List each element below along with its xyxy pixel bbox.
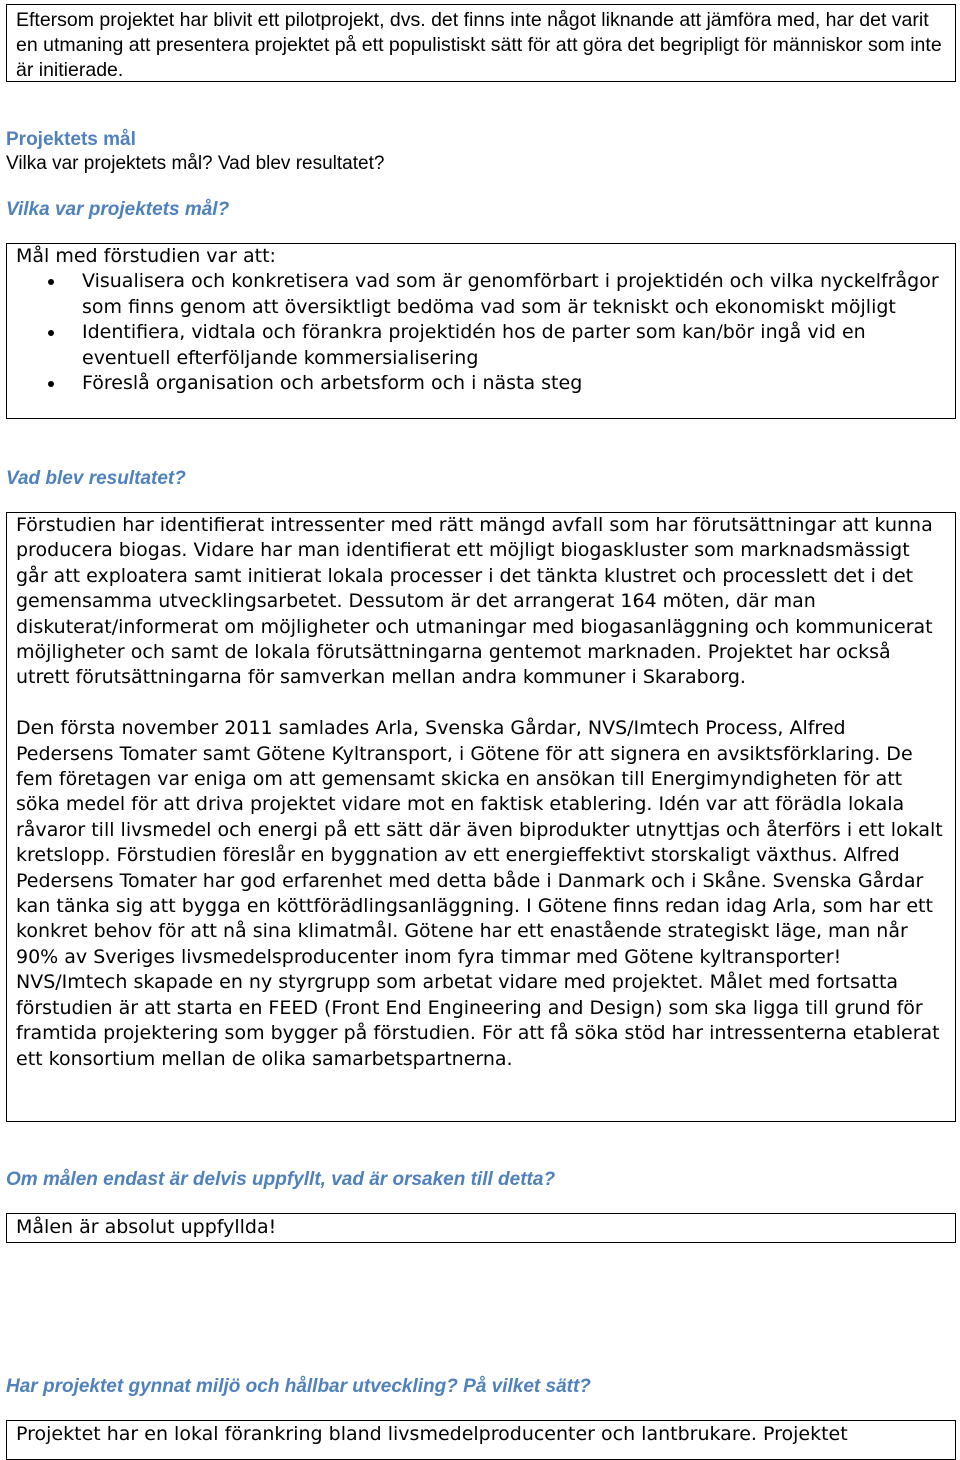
goal-item: Visualisera och konkretisera vad som är genomförbart i projektidén och vilka nyckelfrågor som finns genom att översiktligt bedöma vad som är tekniskt och ekonomiskt möjligt bbox=[16, 269, 946, 320]
goal-item: Identifiera, vidtala och förankra projektidén hos de parter som kan/bör ingå vid en eventuell efterföljande kommersialisering bbox=[16, 320, 946, 371]
result-question: Vad blev resultatet? bbox=[6, 468, 186, 489]
result-paragraph-1: Förstudien har identifierat intressenter med rätt mängd avfall som har förutsättningar att kunna producera biogas. Vidare har man identifierat ett möjligt biogaskluster som marknadsmässigt går att exploatera samt initierat lokala processer i det tänkta klustret och processlett det i det gemensamma utvecklingsarbetet. Dessutom är det arrangerat 164 möten, där man diskuterat/informerat om möjligheter och utmaningar med biogasanläggning och kommunicerat möjligheter och samt de lokala förutsättningarna gentemot marknaden. Projektet har också utrett förutsättningarna för samverkan mellan andra kommuner i Skaraborg. bbox=[16, 514, 933, 689]
goals-question: Vilka var projektets mål? bbox=[6, 199, 230, 220]
result-box bbox=[6, 512, 956, 1122]
environment-question: Har projektet gynnat miljö och hållbar utveckling? På vilket sätt? bbox=[6, 1376, 591, 1397]
goals-heading: Projektets mål bbox=[6, 129, 136, 150]
goals-subtitle: Vilka var projektets mål? Vad blev resultatet? bbox=[6, 153, 385, 174]
paragraph-spacer bbox=[16, 691, 946, 716]
partial-answer: Målen är absolut uppfyllda! bbox=[16, 1216, 277, 1238]
goals-list bbox=[16, 269, 946, 396]
goal-item: Föreslå organisation och arbetsform och i nästa steg bbox=[16, 371, 946, 396]
environment-answer: Projektet har en lokal förankring bland livsmedelproducenter och lantbrukare. Projektet bbox=[16, 1423, 848, 1445]
goals-box bbox=[6, 243, 956, 419]
result-paragraph-2: Den första november 2011 samlades Arla, Svenska Gårdar, NVS/Imtech Process, Alfred Pedersens Tomater samt Götene Kyltransport, i Götene för att signera en avsiktsförklaring. De fem företagen var eniga om att gemensamt skicka en ansökan till Energimyndigheten för att söka medel för att driva projektet vidare mot en faktisk etablering. Idén var att förädla lokala råvaror till livsmedel och energi på ett sätt där även biprodukter utnyttjas och återförs i ett lokalt kretslopp. Förstudien föreslår en byggnation av ett energieffektivt storskaligt växthus. Alfred Pedersens Tomater har god erfarenhet med detta både i Danmark och i Skåne. Svenska Gårdar kan tänka sig att bygga en köttförädlingsanläggning. I Götene finns redan idag Arla, som har ett konkret behov för att nå sina klimatmål. Götene har ett enastående strategiskt läge, man når 90% av Sveriges livsmedelsproducenter inom fyra timmar med Götene kyltransporter! NVS/Imtech skapade en ny styrgrupp som arbetat vidare med projektet. Målet med fortsatta förstudien är att starta en FEED (Front End Engineering and Design) som ska ligga till grund för framtida projektering som bygger på förstudien. För att få söka stöd har intressenterna etablerat ett konsortium mellan de olika samarbetspartnerna. bbox=[16, 717, 943, 1070]
environment-box bbox=[6, 1420, 956, 1460]
partial-question: Om målen endast är delvis uppfyllt, vad är orsaken till detta? bbox=[6, 1169, 556, 1190]
intro-box bbox=[6, 4, 956, 82]
intro-text: Eftersom projektet har blivit ett pilotprojekt, dvs. det finns inte något liknande att jämföra med, har det varit en utmaning att presentera projektet på ett populistiskt sätt för att göra det begripligt för människor som inte är initierade. bbox=[16, 9, 942, 81]
partial-box bbox=[6, 1213, 956, 1243]
goals-intro: Mål med förstudien var att: bbox=[16, 245, 276, 267]
